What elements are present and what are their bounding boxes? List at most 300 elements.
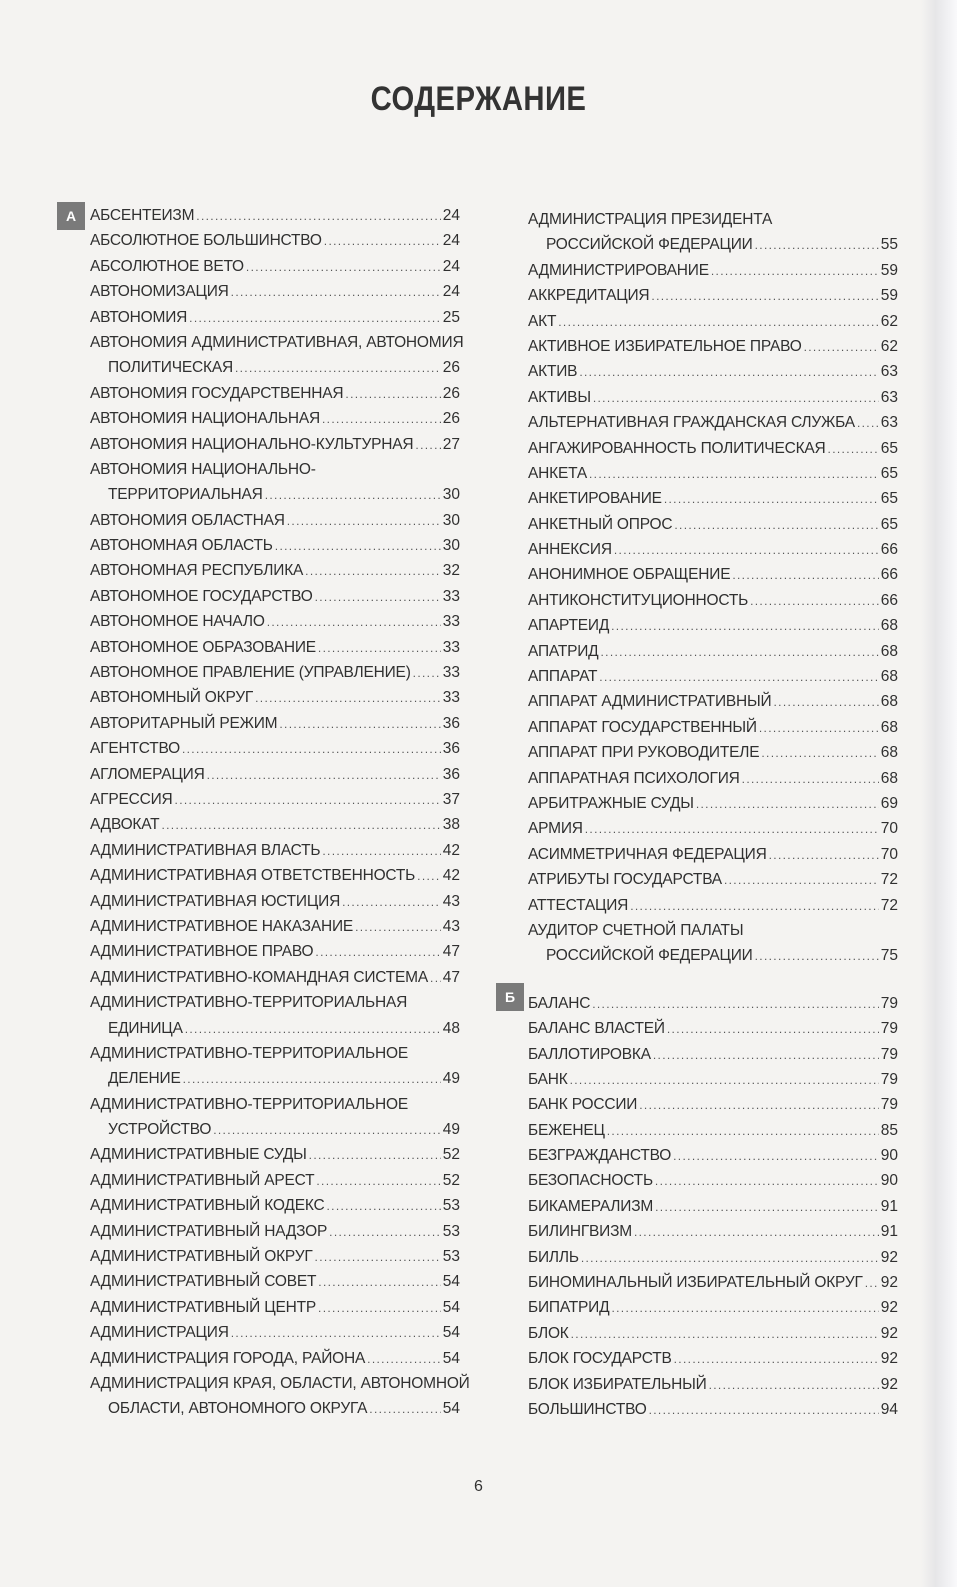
dot-leader (828, 437, 879, 462)
toc-entry-title: АВТОНОМНОЕ ПРАВЛЕНИЕ (УПРАВЛЕНИЕ) (90, 664, 411, 682)
toc-entry-page: 68 (880, 693, 898, 711)
toc-entry-title: БЛОК ГОСУДАРСТВ (528, 1350, 672, 1368)
toc-entry-page: 91 (880, 1223, 898, 1241)
toc-entry (90, 711, 460, 736)
toc-entry (528, 385, 898, 410)
toc-entry-page: 92 (880, 1375, 898, 1393)
toc-entry-title: БЕЗОПАСНОСТЬ (528, 1172, 653, 1190)
toc-entry-page: 26 (442, 384, 460, 402)
dot-leader (655, 1195, 879, 1220)
toc-entry-title: АДМИНИСТРИРОВАНИЕ (528, 261, 709, 279)
toc-entry-title: АДМИНИСТРАТИВНО-ТЕРРИТОРИАЛЬНОЕ (90, 1044, 409, 1062)
dot-leader (614, 538, 879, 563)
toc-entry-title: АВТОНОМИЯ НАЦИОНАЛЬНО- (90, 460, 316, 478)
dot-leader (309, 1143, 441, 1168)
toc-entry-title: АДМИНИСТРАТИВНОЕ ПРАВО (90, 943, 314, 961)
toc-entry-page: 33 (442, 587, 460, 605)
toc-entry-title: АДМИНИСТРАТИВНАЯ ОТВЕТСТВЕННОСТЬ (90, 867, 416, 885)
toc-entry-page: 49 (442, 1121, 460, 1139)
toc-column-left (90, 203, 470, 1422)
toc-entry-title: АНТИКОНСТИТУЦИОННОСТЬ (528, 591, 749, 609)
toc-entry-title: БАЛАНС ВЛАСТЕЙ (528, 1020, 665, 1038)
toc-entry (90, 228, 460, 253)
toc-entry-page: 27 (442, 435, 460, 453)
dot-leader (183, 1067, 441, 1092)
toc-entry-page: 68 (880, 617, 898, 635)
toc-entry-title: АПАТРИД (528, 642, 599, 660)
toc-entry (528, 1346, 898, 1371)
toc-entry-page: 62 (880, 312, 898, 330)
toc-entry-title: АННЕКСИЯ (528, 541, 612, 559)
toc-entry (90, 838, 460, 863)
dot-leader (571, 1322, 879, 1347)
toc-entry-page: 75 (880, 947, 898, 965)
toc-entry-page: 79 (880, 1045, 898, 1063)
dot-leader (664, 487, 879, 512)
toc-entry-page: 68 (880, 744, 898, 762)
dot-leader (287, 509, 441, 534)
dot-leader (415, 433, 440, 458)
toc-entry-page: 79 (880, 1070, 898, 1088)
dot-leader (724, 868, 879, 893)
dot-leader (322, 839, 440, 864)
toc-entry-title: АППАРАТ ПРИ РУКОВОДИТЕЛЕ (528, 744, 760, 762)
dot-leader (558, 310, 879, 335)
toc-entry-title: БИПАТРИД (528, 1299, 610, 1317)
dot-leader (324, 229, 441, 254)
dot-leader (430, 966, 441, 991)
toc-entry-title: АДМИНИСТРАТИВНЫЙ КОДЕКС (90, 1197, 325, 1215)
dot-leader (600, 640, 878, 665)
dot-leader (161, 813, 440, 838)
toc-entry-title: АДМИНИСТРАТИВНЫЙ НАДЗОР (90, 1222, 328, 1240)
toc-entry-title: ЕДИНИЦА (108, 1019, 183, 1037)
dot-leader (711, 259, 879, 284)
toc-entry (90, 762, 460, 787)
toc-entry (528, 1042, 898, 1067)
toc-entry-page: 54 (442, 1400, 460, 1418)
toc-entry-page: 59 (880, 261, 898, 279)
toc-entry-title: АБСЕНТЕИЗМ (90, 207, 195, 224)
dot-leader (755, 233, 879, 258)
toc-entry-page: 36 (442, 765, 460, 783)
toc-entry-page: 54 (442, 1273, 460, 1291)
toc-entry (528, 1016, 898, 1041)
toc-entry (90, 1371, 470, 1396)
toc-entry-title: АВТОНОМИЯ (90, 308, 188, 326)
toc-entry-title: АВТОНОМИЗАЦИЯ (90, 283, 229, 301)
dot-leader (599, 665, 878, 690)
toc-entry (528, 537, 898, 562)
toc-entry (528, 1295, 898, 1320)
dot-leader (413, 661, 441, 686)
toc-entry (90, 1320, 460, 1345)
toc-entry-page: 92 (880, 1350, 898, 1368)
toc-entry-page: 24 (442, 232, 460, 250)
toc-entry-title: БАНК (528, 1070, 568, 1088)
toc-entry-title: АДМИНИСТРАЦИЯ КРАЯ, ОБЛАСТИ, АВТОНОМНОЙ (90, 1374, 470, 1392)
toc-entry-page: 65 (880, 490, 898, 508)
toc-entry-title: АГЛОМЕРАЦИЯ (90, 765, 205, 783)
dot-leader (185, 1017, 441, 1042)
toc-entry-title: БАЛАНС (528, 994, 591, 1012)
dot-leader (607, 1119, 879, 1144)
toc-entry (90, 939, 460, 964)
toc-entry-title: АВТОНОМНАЯ РЕСПУБЛИКА (90, 562, 304, 580)
toc-entry (90, 381, 460, 406)
toc-entry-page: 68 (880, 769, 898, 787)
toc-entry (90, 1244, 460, 1269)
toc-entry-page: 68 (880, 668, 898, 686)
toc-entry-page: 91 (880, 1197, 898, 1215)
toc-entry-title: АТРИБУТЫ ГОСУДАРСТВА (528, 871, 722, 889)
toc-entry-page: 66 (880, 566, 898, 584)
dot-leader (318, 1296, 441, 1321)
toc-entry-title: АЛЬТЕРНАТИВНАЯ ГРАЖДАНСКАЯ СЛУЖБА (528, 414, 855, 432)
toc-entry (90, 1396, 460, 1421)
dot-leader (593, 386, 879, 411)
toc-column-right (528, 207, 898, 1422)
toc-entry-page: 42 (442, 867, 460, 885)
toc-entry-page: 33 (442, 613, 460, 631)
toc-entry-title: АППАРАТ ГОСУДАРСТВЕННЫЙ (528, 718, 757, 736)
toc-entry (528, 258, 898, 283)
section-badge-a: А (57, 202, 85, 230)
toc-entry-title: АДМИНИСТРАТИВНЫЕ СУДЫ (90, 1146, 307, 1164)
toc-entry-title: БИКАМЕРАЛИЗМ (528, 1197, 654, 1215)
dot-leader (696, 792, 879, 817)
toc-entry-title: АВТОНОМНОЕ ОБРАЗОВАНИЕ (90, 638, 316, 656)
toc-entry-page: 30 (442, 511, 460, 529)
toc-entry (90, 1142, 460, 1167)
toc-entry (90, 457, 460, 482)
toc-entry-title: АВТОНОМИЯ ОБЛАСТНАЯ (90, 511, 285, 529)
toc-entry (528, 943, 898, 968)
toc-entry (90, 1168, 460, 1193)
toc-entry-title: БАЛЛОТИРОВКА (528, 1045, 651, 1063)
toc-entry-title: АРМИЯ (528, 820, 583, 838)
toc-entry (528, 842, 898, 867)
toc-entry-title: АБСОЛЮТНОЕ ВЕТО (90, 257, 244, 275)
toc-entry (528, 1397, 898, 1422)
toc-entry (90, 508, 460, 533)
toc-entry (90, 965, 460, 990)
toc-entry-page: 43 (442, 892, 460, 910)
toc-entry-page: 47 (442, 943, 460, 961)
toc-entry (528, 1372, 898, 1397)
toc-entry-title: АДМИНИСТРАТИВНЫЙ АРЕСТ (90, 1171, 315, 1189)
dot-leader (673, 1144, 879, 1169)
dot-leader (189, 306, 441, 331)
toc-entry-title: АВТОНОМИЯ НАЦИОНАЛЬНАЯ (90, 410, 321, 428)
toc-entry (528, 232, 898, 257)
toc-entry (90, 432, 460, 457)
toc-entry (528, 359, 898, 384)
toc-entry-title: БИЛИНГВИЗМ (528, 1223, 632, 1241)
toc-entry (528, 207, 898, 232)
toc-entry-page: 48 (442, 1019, 460, 1037)
toc-entry (528, 283, 898, 308)
toc-entry-title: АДМИНИСТРАТИВНО-КОМАНДНАЯ СИСТЕМА (90, 968, 429, 986)
toc-entry (90, 355, 460, 380)
dot-leader (326, 1194, 440, 1219)
toc-entry (528, 588, 898, 613)
section-b-list (528, 991, 898, 1423)
dot-leader (655, 1169, 879, 1194)
toc-entry-page: 53 (442, 1197, 460, 1215)
toc-entry (90, 787, 460, 812)
dot-leader (265, 483, 441, 508)
toc-entry-page: 26 (442, 359, 460, 377)
toc-entry-page: 63 (880, 414, 898, 432)
toc-entry-page: 33 (442, 689, 460, 707)
toc-entry (528, 991, 898, 1016)
toc-entry-title: АДМИНИСТРАЦИЯ ГОРОДА, РАЙОНА (90, 1349, 366, 1367)
dot-leader (196, 204, 440, 229)
dot-leader (255, 686, 441, 711)
dot-leader (709, 1373, 879, 1398)
dot-leader (651, 284, 878, 309)
dot-leader (305, 559, 441, 584)
toc-entry (90, 635, 460, 660)
toc-entry (90, 863, 460, 888)
toc-entry (528, 512, 898, 537)
toc-entry-title: БИНОМИНАЛЬНЫЙ ИЗБИРАТЕЛЬНЫЙ ОКРУГ (528, 1274, 863, 1292)
toc-entry (90, 1346, 460, 1371)
toc-entry (528, 816, 898, 841)
toc-entry-page: 42 (442, 841, 460, 859)
toc-entry (90, 990, 460, 1015)
toc-entry-title: ОБЛАСТИ, АВТОНОМНОГО ОКРУГА (108, 1400, 368, 1418)
dot-leader (322, 407, 441, 432)
toc-entry-page: 62 (880, 337, 898, 355)
toc-entry-page: 47 (442, 968, 460, 986)
dot-leader (634, 1220, 879, 1245)
toc-entry-page: 94 (880, 1400, 898, 1418)
toc-entry-page: 90 (880, 1147, 898, 1165)
toc-entry (528, 766, 898, 791)
toc-entry-title: АВТОНОМНОЕ НАЧАЛО (90, 613, 265, 631)
toc-entry-title: ДЕЛЕНИЕ (108, 1070, 181, 1088)
toc-entry (90, 660, 460, 685)
toc-entry-title: БИЛЛЬ (528, 1248, 579, 1266)
section-gap (528, 969, 898, 991)
toc-entry-title: АКТИВ (528, 363, 578, 381)
toc-entry-title: АППАРАТ АДМИНИСТРАТИВНЫЙ (528, 693, 772, 711)
dot-leader (175, 788, 441, 813)
toc-entry-title: БЕЗГРАЖДАНСТВО (528, 1147, 672, 1165)
dot-leader (653, 1043, 879, 1068)
toc-entry (528, 1194, 898, 1219)
toc-entry-title: АДМИНИСТРАТИВНЫЙ ОКРУГ (90, 1248, 313, 1266)
toc-entry-title: АСИММЕТРИЧНАЯ ФЕДЕРАЦИЯ (528, 845, 767, 863)
toc-entry-title: АКТ (528, 312, 557, 330)
toc-entry-title: БЛОК ИЗБИРАТЕЛЬНЫЙ (528, 1375, 707, 1393)
toc-entry (90, 482, 460, 507)
toc-entry (90, 609, 460, 634)
dot-leader (182, 737, 441, 762)
toc-entry (90, 1016, 460, 1041)
toc-entry (90, 1092, 460, 1117)
toc-entry-title: ПОЛИТИЧЕСКАЯ (108, 359, 233, 377)
dot-leader (213, 1118, 441, 1143)
toc-entry-page: 59 (880, 287, 898, 305)
toc-entry-page: 30 (442, 537, 460, 555)
toc-entry-page: 32 (442, 562, 460, 580)
dot-leader (369, 1397, 440, 1422)
toc-entry (528, 1118, 898, 1143)
toc-entry-title: БЕЖЕНЕЦ (528, 1121, 605, 1139)
toc-entry-page: 66 (880, 541, 898, 559)
toc-entry-title: АБСОЛЮТНОЕ БОЛЬШИНСТВО (90, 232, 322, 250)
dot-leader (355, 915, 441, 940)
toc-entry (90, 1066, 460, 1091)
toc-entry-page: 54 (442, 1324, 460, 1342)
toc-entry (528, 639, 898, 664)
dot-leader (329, 1220, 441, 1245)
toc-entry-page: 72 (880, 896, 898, 914)
toc-entry-title: БАНК РОССИИ (528, 1096, 638, 1114)
toc-entry (90, 406, 460, 431)
dot-leader (589, 462, 879, 487)
toc-entry-title: АРБИТРАЖНЫЕ СУДЫ (528, 794, 694, 812)
toc-entry-title: АВТОНОМИЯ АДМИНИСТРАТИВНАЯ, АВТОНОМИЯ (90, 333, 464, 351)
toc-entry-title: АДМИНИСТРАТИВНАЯ ВЛАСТЬ (90, 841, 321, 859)
toc-entry (90, 914, 460, 939)
dot-leader (761, 741, 878, 766)
toc-entry-page: 49 (442, 1070, 460, 1088)
dot-leader (611, 1296, 878, 1321)
dot-leader (315, 1245, 441, 1270)
toc-entry-title: АНКЕТА (528, 464, 587, 482)
toc-entry-page: 69 (880, 794, 898, 812)
dot-leader (769, 843, 879, 868)
toc-entry (528, 740, 898, 765)
toc-entry (528, 1067, 898, 1092)
dot-leader (279, 712, 440, 737)
toc-entry-title: АКТИВНОЕ ИЗБИРАТЕЛЬНОЕ ПРАВО (528, 337, 802, 355)
toc-entry-page: 38 (442, 816, 460, 834)
toc-entry-page: 54 (442, 1298, 460, 1316)
toc-entry-title: АДМИНИСТРАТИВНЫЙ ЦЕНТР (90, 1298, 317, 1316)
dot-leader (667, 1017, 879, 1042)
toc-entry-page: 90 (880, 1172, 898, 1190)
toc-entry (528, 1321, 898, 1346)
toc-entry (90, 279, 460, 304)
toc-entry-page: 43 (442, 917, 460, 935)
dot-leader (732, 563, 878, 588)
dot-leader (315, 585, 441, 610)
dot-leader (315, 940, 440, 965)
dot-leader (318, 636, 441, 661)
toc-entry-title: АППАРАТ (528, 668, 598, 686)
toc-entry-title: АДВОКАТ (90, 816, 160, 834)
toc-entry (528, 664, 898, 689)
dot-leader (345, 382, 440, 407)
toc-entry-page: 79 (880, 1096, 898, 1114)
toc-entry (90, 533, 460, 558)
toc-entry-page: 33 (442, 638, 460, 656)
toc-entry-page: 85 (880, 1121, 898, 1139)
toc-entry (528, 334, 898, 359)
toc-entry-page: 63 (880, 363, 898, 381)
toc-entry (90, 1117, 460, 1142)
dot-leader (207, 763, 441, 788)
toc-entry-title: АВТОРИТАРНЫЙ РЕЖИМ (90, 714, 278, 732)
dot-leader (570, 1068, 879, 1093)
toc-entry-title: ТЕРРИТОРИАЛЬНАЯ (108, 486, 263, 504)
dot-leader (592, 992, 879, 1017)
toc-entry-page: 55 (880, 236, 898, 254)
toc-entry-title: АВТОНОМНАЯ ОБЛАСТЬ (90, 537, 273, 555)
toc-entry (90, 1269, 460, 1294)
toc-entry-title: АГРЕССИЯ (90, 790, 173, 808)
toc-entry-title: АКТИВЫ (528, 388, 591, 406)
toc-entry-title: РОССИЙСКОЙ ФЕДЕРАЦИИ (546, 236, 753, 254)
toc-entry-page: 92 (880, 1248, 898, 1266)
toc-entry-page: 54 (442, 1349, 460, 1367)
toc-entry (528, 791, 898, 816)
toc-entry-page: 92 (880, 1274, 898, 1292)
toc-entry-page: 70 (880, 845, 898, 863)
toc-entry-page: 24 (442, 207, 460, 224)
toc-entry-page: 65 (880, 464, 898, 482)
dot-leader (585, 817, 879, 842)
dot-leader (267, 610, 441, 635)
dot-leader (367, 1347, 441, 1372)
toc-entry (528, 461, 898, 486)
toc-entry (528, 867, 898, 892)
toc-entry-page: 52 (442, 1171, 460, 1189)
toc-entry-page: 66 (880, 591, 898, 609)
toc-entry-page: 24 (442, 257, 460, 275)
toc-entry-page: 68 (880, 642, 898, 660)
page-title: СОДЕРЖАНИЕ (370, 80, 587, 118)
toc-entry-title: АДМИНИСТРАТИВНО-ТЕРРИТОРИАЛЬНАЯ (90, 994, 408, 1012)
section-badge-b: Б (496, 983, 524, 1011)
dot-leader (235, 356, 441, 381)
toc-entry (90, 812, 460, 837)
toc-entry-page: 65 (880, 439, 898, 457)
dot-leader (342, 890, 441, 915)
toc-entry (90, 1219, 460, 1244)
dot-leader (857, 411, 879, 436)
toc-entry-page: 26 (442, 410, 460, 428)
dot-leader (275, 534, 441, 559)
toc-entry-page: 36 (442, 740, 460, 758)
dot-leader (865, 1271, 879, 1296)
toc-entry (90, 305, 460, 330)
toc-entry-title: АНКЕТИРОВАНИЕ (528, 490, 662, 508)
toc-entry-title: АВТОНОМИЯ НАЦИОНАЛЬНО-КУЛЬТУРНАЯ (90, 435, 414, 453)
toc-entry-page: 24 (442, 283, 460, 301)
toc-entry (528, 1245, 898, 1270)
toc-entry-page: 37 (442, 790, 460, 808)
toc-entry (90, 330, 464, 355)
toc-entry-page: 68 (880, 718, 898, 736)
toc-entry (90, 889, 460, 914)
dot-leader (581, 1246, 879, 1271)
dot-leader (759, 716, 879, 741)
toc-entry-title: АНГАЖИРОВАННОСТЬ ПОЛИТИЧЕСКАЯ (528, 439, 826, 457)
toc-entry-page: 65 (880, 515, 898, 533)
dot-leader (639, 1093, 879, 1118)
page-number: 6 (474, 1478, 483, 1495)
dot-leader (804, 335, 879, 360)
toc-entry-title: УСТРОЙСТВО (108, 1121, 212, 1139)
dot-leader (611, 614, 879, 639)
toc-entry-title: АНКЕТНЫЙ ОПРОС (528, 515, 673, 533)
